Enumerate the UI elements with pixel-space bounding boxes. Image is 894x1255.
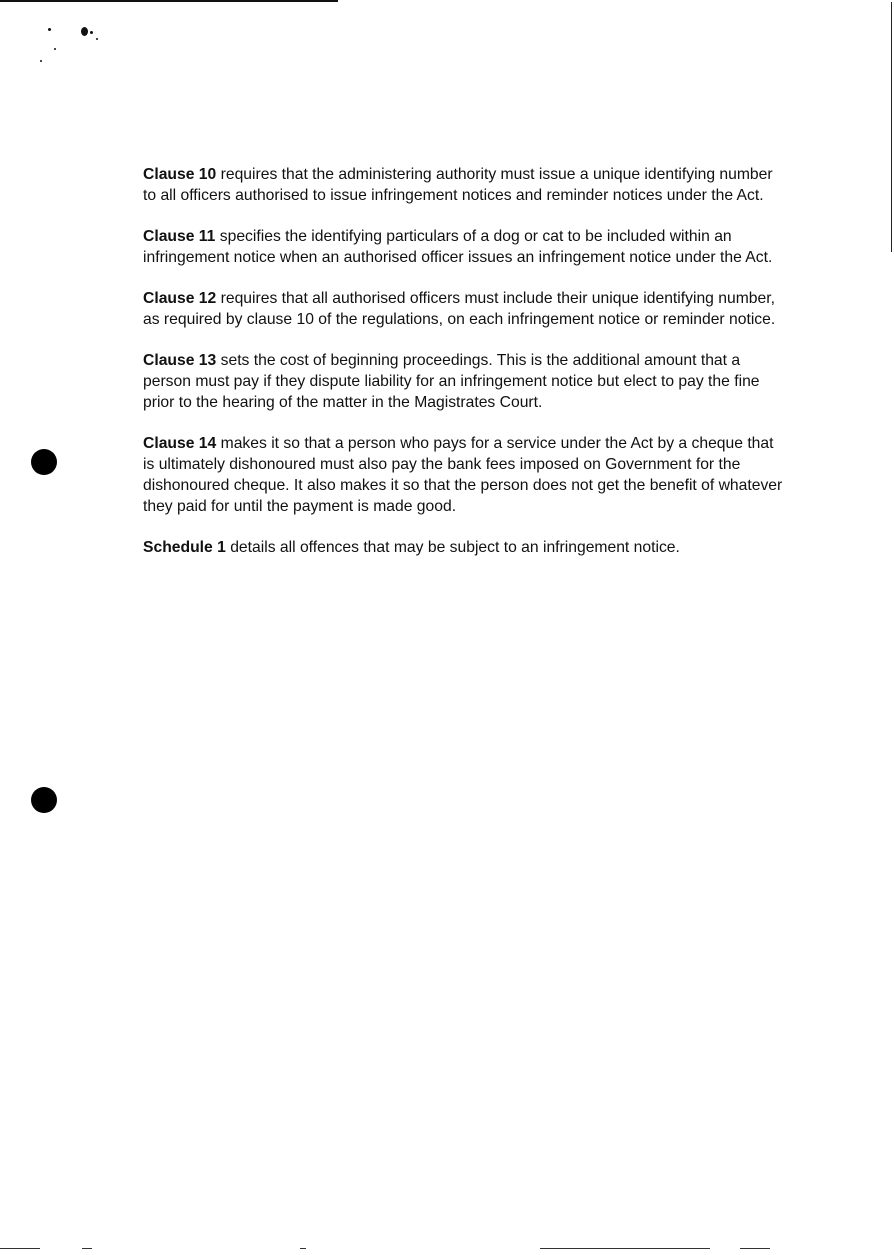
scan-speck <box>54 48 56 50</box>
paragraph-label: Clause 11 <box>143 228 216 246</box>
paragraph-label: Clause 12 <box>143 290 217 308</box>
paragraph-text: makes it so that a person who pays for a service under the Act by a cheque that is ultimately dishonoured must also pay the bank fees imposed on Government for the dishonoured cheque. It also makes it so that the person does not get the benefit of whatever they paid for until the payment is made good. <box>143 435 783 515</box>
paragraph-text: sets the cost of beginning proceedings. This is the additional amount that a person must pay if they dispute liability for an infringement notice but elect to pay the fine prior to the hearing of the matter in the Magistrates Court. <box>143 352 760 411</box>
punch-hole-upper <box>31 449 57 475</box>
paragraph-clause-14 <box>143 434 783 517</box>
scan-speck <box>48 28 51 31</box>
document-body <box>143 165 783 579</box>
paragraph-text: requires that the administering authority must issue a unique identifying number to all officers authorised to issue infringement notices and reminder notices under the Act. <box>143 166 773 204</box>
scan-speck <box>90 31 93 34</box>
scan-bottom-rule <box>0 1248 894 1249</box>
paragraph-text: details all offences that may be subject to an infringement notice. <box>230 538 680 556</box>
paragraph-text: requires that all authorised officers must include their unique identifying number, as required by clause 10 of the regulations, on each infringement notice or reminder notice. <box>143 290 776 328</box>
paragraph-clause-11 <box>143 227 783 269</box>
paragraph-schedule-1 <box>143 538 783 559</box>
paragraph-label: Clause 14 <box>143 435 217 453</box>
scan-top-rule <box>0 0 338 2</box>
paragraph-clause-10 <box>143 165 783 207</box>
paragraph-clause-12 <box>143 289 783 331</box>
paragraph-label: Clause 13 <box>143 352 217 370</box>
scan-right-edge <box>891 2 892 252</box>
paragraph-clause-13 <box>143 351 783 413</box>
scan-speck <box>96 38 98 40</box>
paragraph-label: Schedule 1 <box>143 538 226 556</box>
scan-speck <box>40 60 42 62</box>
punch-hole-lower <box>31 787 57 813</box>
paragraph-text: specifies the identifying particulars of a dog or cat to be included within an infringement notice when an authorised officer issues an infringement notice under the Act. <box>143 228 773 266</box>
scan-speck <box>81 27 88 36</box>
paragraph-label: Clause 10 <box>143 166 217 183</box>
